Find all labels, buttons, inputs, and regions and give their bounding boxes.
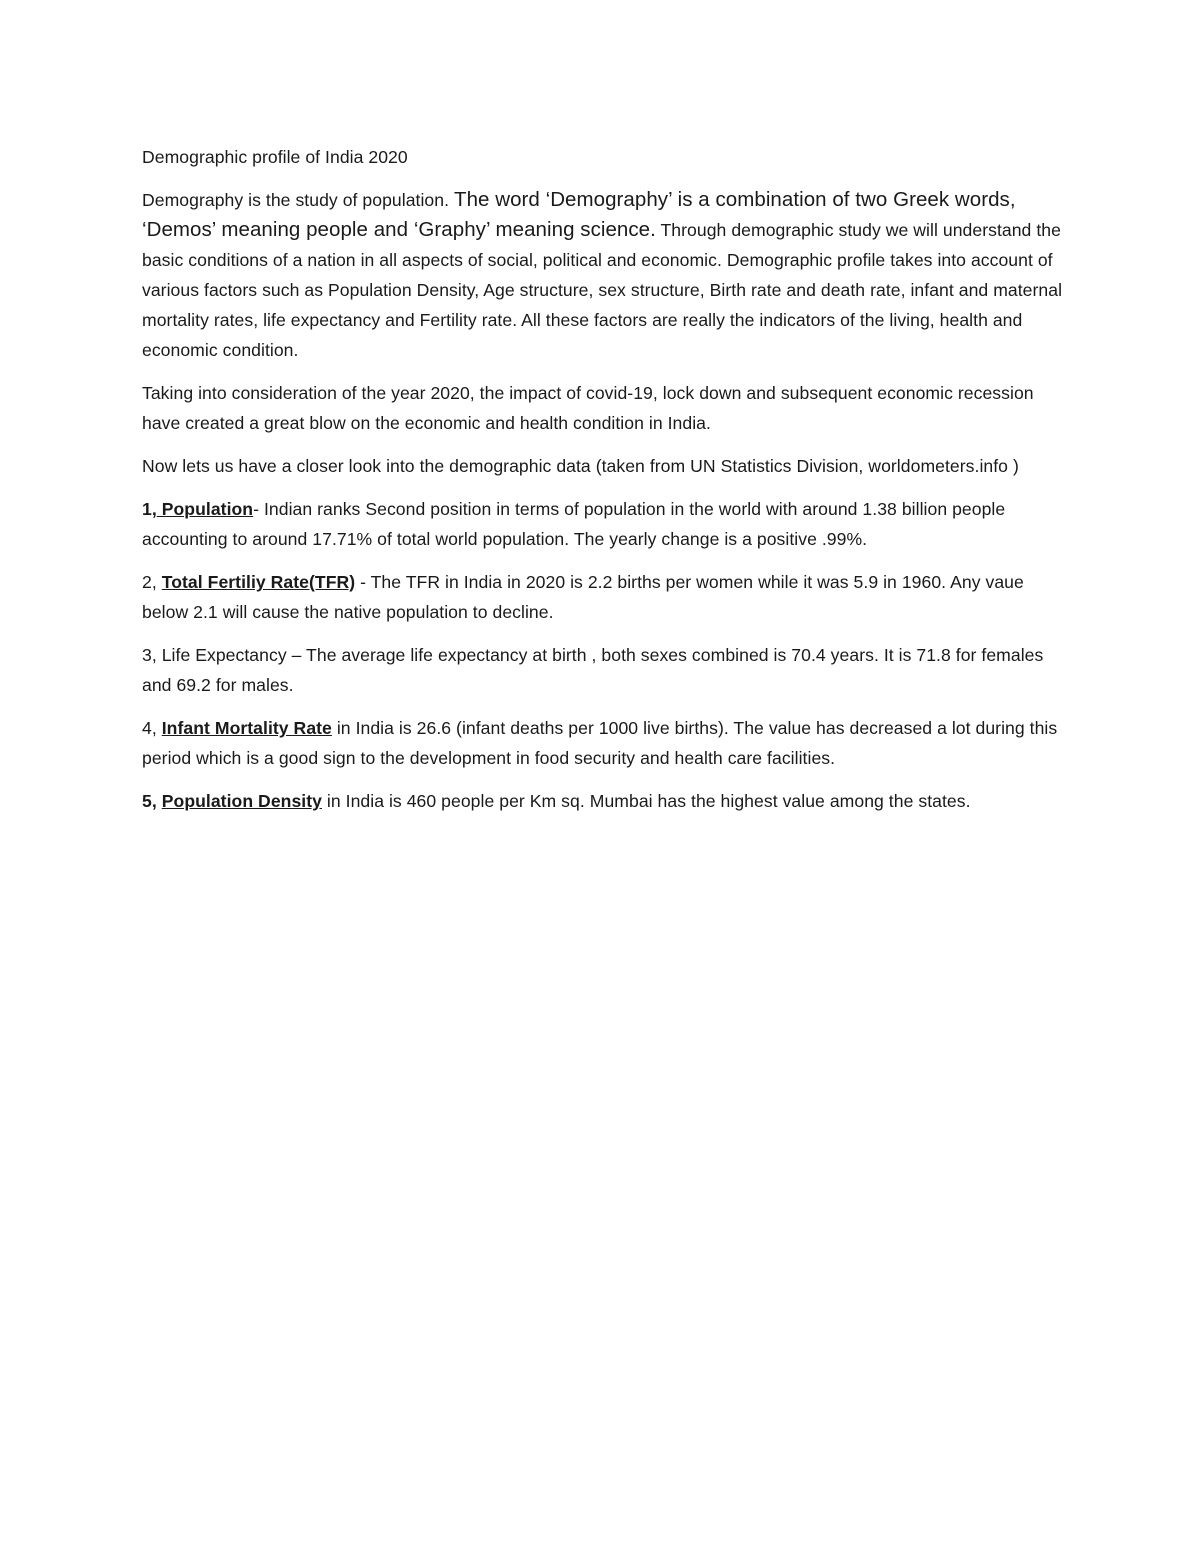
item-number: 5, — [142, 791, 157, 811]
item-life-expectancy — [142, 640, 1067, 700]
document-body — [142, 142, 1067, 829]
intro-part-3: Through demographic study we will understand the basic conditions of a nation in all aspects of social, political and economic. Demographic profile takes into account of various factors such as Population Density, Age structure, sex structure, Birth rate and death rate, infant and maternal mortality rates, life expectancy and Fertility rate. All these factors are really the indicators of the living, health and economic condition. — [142, 220, 1063, 360]
item-term-population-density: Population Density — [161, 791, 322, 811]
intro-part-1: Demography is the study of population. — [142, 190, 450, 210]
intro-part-2: The word ‘Demography’ is a combination of two Greek words, ‘Demos’ meaning people and ‘Graphy’ meaning science. — [142, 188, 1016, 241]
source-note-paragraph: Now lets us have a closer look into the demographic data (taken from UN Statistics Division, worldometers.info ) — [142, 456, 1019, 476]
item-number: 4, — [142, 718, 157, 738]
item-term-infant-mortality: Infant Mortality Rate — [161, 718, 332, 738]
context-paragraph: Taking into consideration of the year 2020, the impact of covid-19, lock down and subsequent economic recession have created a great blow on the economic and health condition in India. — [142, 383, 1034, 433]
item-text: 3, Life Expectancy – The average life expectancy at birth , both sexes combined is 70.4 years. It is 71.8 for females and 69.2 for males. — [142, 645, 1044, 695]
item-text: in India is 460 people per Km sq. Mumbai has the highest value among the states. — [321, 791, 971, 811]
intro-paragraph — [142, 185, 1067, 365]
item-tfr — [142, 567, 1067, 627]
item-text: - The TFR in India in 2020 is 2.2 births per women while it was 5.9 in 1960. Any vaue below 2.1 will cause the native population to decline. — [142, 572, 1024, 622]
item-number: 2, — [142, 572, 157, 592]
item-term-tfr: Total Fertiliy Rate(TFR) — [161, 572, 356, 592]
item-number: 1, — [142, 499, 157, 519]
item-population — [142, 494, 1067, 554]
item-text: - Indian ranks Second position in terms of population in the world with around 1.38 billion people accounting to around 17.71% of total world population. The yearly change is a positive .99%. — [142, 499, 1006, 549]
item-text: in India is 26.6 (infant deaths per 1000 live births). The value has decreased a lot during this period which is a good sign to the development in food security and health care facilities. — [142, 718, 1058, 768]
item-infant-mortality — [142, 713, 1067, 773]
item-term-population: Population — [156, 499, 254, 519]
item-population-density — [142, 786, 1067, 816]
document-title: Demographic profile of India 2020 — [142, 147, 408, 167]
